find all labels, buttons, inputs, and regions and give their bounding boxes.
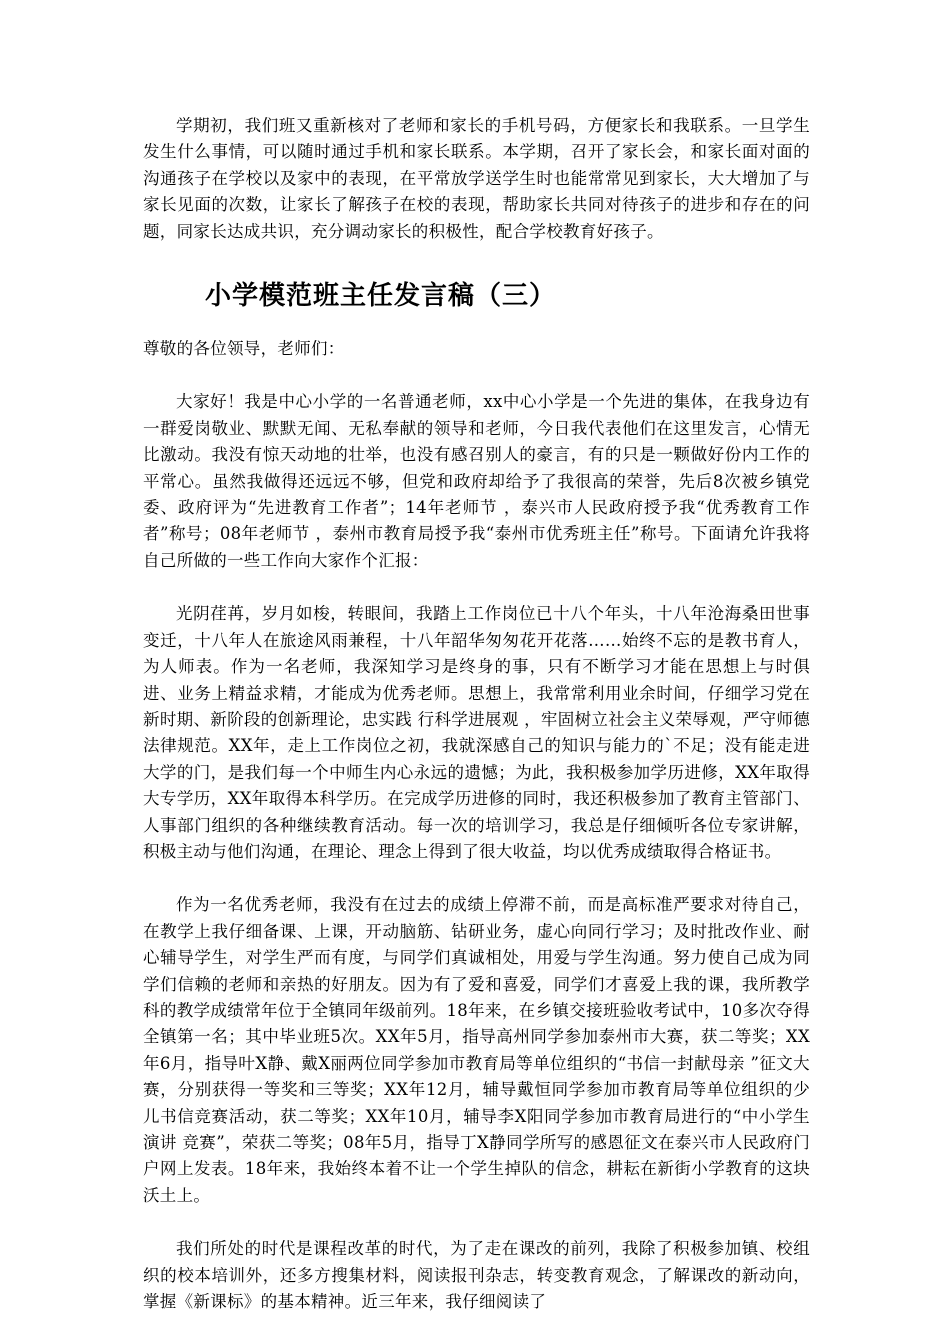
document-body <box>143 113 810 1315</box>
paragraph-spacer <box>143 1209 810 1236</box>
intro-paragraph: 学期初，我们班又重新核对了老师和家长的手机号码，方便家长和我联系。一旦学生发生什么事情，可以随时通过手机和家长联系。本学期，召开了家长会，和家长面对面的沟通孩子在学校以及家中的表现，在平常放学送学生时也能常常见到家长，大大增加了与家长见面的次数，让家长了解孩子在校的表现，帮助家长共同对待孩子的进步和存在的问题，同家长达成共识，充分调动家长的积极性，配合学校教育好孩子。 <box>143 116 810 241</box>
paragraph-spacer <box>143 574 810 601</box>
body-paragraph-3: 作为一名优秀老师，我没有在过去的成绩上停滞不前，而是高标准严要求对待自己，在教学上我仔细备课、上课，开动脑筋、钻研业务，虚心向同行学习；及时批改作业、耐心辅导学生，对学生严而有度，与同学们真诚相处，用爱与学生沟通。努力使自己成为同学们信赖的老师和亲热的好朋友。因为有了爱和喜爱，同学们才喜爱上我的课，我所教学科的教学成绩常年位于全镇同年级前列。18年来，在乡镇交接班验收考试中，10多次夺得全镇第一名；其中毕业班5次。XX年5月，指导高州同学参加泰州市大赛，获二等奖；XX年6月，指导叶X静、戴X丽两位同学参加市教育局等单位组织的“书信一封献母亲 ”征文大赛，分别获得一等奖和三等奖；XX年12月，辅导戴恒同学参加市教育局等单位组织的少儿书信竞赛活动，获二等奖；XX年10月，辅导李X阳同学参加市教育局进行的“中小学生演讲 竞赛”，荣获二等奖；08年5月，指导丁X静同学所写的感恩征文在泰兴市人民政府门户网上发表。18年来，我始终本着不让一个学生掉队的信念，耕耘在新街小学教育的这块沃土上。 <box>143 895 810 1205</box>
body-paragraph-2: 光阴荏苒，岁月如梭，转眼间，我踏上工作岗位已十八个年头，十八年沧海桑田世事变迁，十八年人在旅途风雨兼程，十八年韶华匆匆花开花落……始终不忘的是教书育人，为人师表。作为一名老师，我深知学习是终身的事，只有不断学习才能在思想上与时俱进、业务上精益求精，才能成为优秀老师。思想上，我常常利用业余时间，仔细学习党在新时期、新阶段的创新理论，忠实践 行科学进展观 ，牢固树立社会主义荣辱观，严守师德法律规范。XX年，走上工作岗位之初，我就深感自己的知识与能力的`不足；没有能走进大学的门，是我们每一个中师生内心永远的遗憾；为此，我积极参加学历进修，XX年取得大专学历，XX年取得本科学历。在完成学历进修的同时，我还积极参加了教育主管部门、人事部门组织的各种继续教育活动。每一次的培训学习，我总是仔细倾听各位专家讲解，积极主动与他们沟通，在理论、理念上得到了很大收益，均以优秀成绩取得合格证书。 <box>143 604 810 861</box>
paragraph-spacer <box>143 362 810 389</box>
salutation: 尊敬的各位领导，老师们： <box>143 339 345 359</box>
paragraph-spacer <box>143 865 810 892</box>
document-title: 小学模范班主任发言稿（三） <box>205 281 557 312</box>
body-paragraph-4: 我们所处的时代是课程改革的时代，为了走在课改的前列，我除了积极参加镇、校组织的校本培训外，还多方搜集材料，阅读报刊杂志，转变教育观念，了解课改的新动向，掌握《新课标》的基本精神。近三年来，我仔细阅读了 <box>143 1239 810 1312</box>
body-paragraph-1: 大家好！我是中心小学的一名普通老师，xx中心小学是一个先进的集体，在我身边有一群爱岗敬业、默默无闻、无私奉献的领导和老师，今日我代表他们在这里发言，心情无比激动。我没有惊天动地的壮举，也没有感召别人的豪言，有的只是一颗做好份内工作的平常心。虽然我做得还远远不够，但党和政府却给予了我很高的荣誉，先后8次被乡镇党委、政府评为“先进教育工作者”；14年老师节 ，泰兴市人民政府授予我“优秀教育工作者”称号；08年老师节 ，泰州市教育局授予我“泰州市优秀班主任”称号。下面请允许我将自己所做的一些工作向大家作个汇报： <box>143 392 810 570</box>
